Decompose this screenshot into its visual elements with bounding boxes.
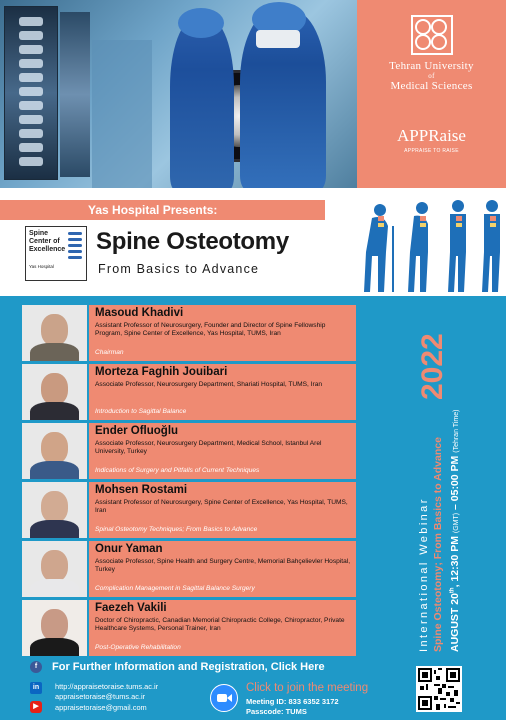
speaker-name: Ender Ofluoğlu xyxy=(95,425,179,437)
speaker-photo xyxy=(22,600,87,656)
event-subtitle: From Basics to Advance xyxy=(98,262,260,276)
speaker-topic: Indications of Surgery and Pitfalls of Current Techniques xyxy=(95,467,260,474)
webinar-label: International Webinar xyxy=(418,497,430,652)
speaker-photo xyxy=(22,423,87,479)
speaker-affiliation: Associate Professor, Spine Health and Surgery Centre, Memorial Bahçelievler Hospital, Turkey xyxy=(95,558,351,574)
speaker-card xyxy=(22,482,356,538)
speaker-card xyxy=(22,364,356,420)
registration-link[interactable]: For Further Information and Registration, Click Here xyxy=(52,661,325,673)
speaker-name: Faezeh Vakili xyxy=(95,602,167,614)
speaker-name: Onur Yaman xyxy=(95,543,163,555)
event-title: Spine Osteotomy xyxy=(96,228,289,255)
course-title-vertical: Spine Osteotomy; From Basics to Advance xyxy=(432,437,444,652)
speaker-affiliation: Associate Professor, Neurosurgery Department, Shariati Hospital, TUMS, Iran xyxy=(95,381,323,388)
speaker-photo xyxy=(22,364,87,420)
speaker-name: Masoud Khadivi xyxy=(95,307,184,319)
event-datetime: AUGUST 20th, 12:30 PM (GMT) – 05:00 PM (Tehran Time) xyxy=(449,409,461,652)
tums-logo-icon xyxy=(411,15,453,55)
linkedin-icon[interactable]: in xyxy=(30,682,42,694)
meeting-id: Meeting ID: 833 6352 3172 xyxy=(246,697,339,706)
spine-xray-image xyxy=(4,6,58,180)
speaker-topic: Chairman xyxy=(95,349,124,356)
speaker-name: Mohsen Rostami xyxy=(95,484,188,496)
year-label: 2022 xyxy=(416,333,449,400)
university-name: Tehran University of Medical Sciences xyxy=(389,60,474,92)
speaker-card xyxy=(22,541,356,597)
speaker-affiliation: Associate Professor, Neurosurgery Department, Medical School, Istanbul Arel University, Turkey xyxy=(95,440,322,456)
speaker-topic: Post-Operative Rehabilitation xyxy=(95,644,181,651)
appraise-tagline: APPRAISE TO RAISE xyxy=(404,148,459,154)
join-meeting-link[interactable]: Click to join the meeting xyxy=(246,682,369,694)
email-link[interactable]: appraisetoraise@tums.ac.ir xyxy=(55,692,146,701)
website-link[interactable]: http://appraisetoraise.tums.ac.ir xyxy=(55,682,159,691)
speaker-photo xyxy=(22,482,87,538)
speaker-topic: Spinal Osteotomy Techniques; From Basics to Advance xyxy=(95,526,258,533)
speaker-card xyxy=(22,600,356,656)
appraise-logo: APPRaise xyxy=(397,126,466,145)
presents-text: Yas Hospital Presents: xyxy=(88,203,218,217)
zoom-icon[interactable] xyxy=(210,684,238,712)
speaker-topic: Complication Management in Sagittal Balance Surgery xyxy=(95,585,255,592)
speaker-affiliation: Assistant Professor of Neurosurgery, Spine Center of Excellence, Yas Hospital, TUMS, Iran xyxy=(95,499,348,515)
gmail-link[interactable]: appraisetoraise@gmail.com xyxy=(55,703,147,712)
facebook-icon[interactable]: f xyxy=(30,661,42,673)
speaker-name: Morteza Faghih Jouibari xyxy=(95,366,228,378)
speaker-photo xyxy=(22,541,87,597)
speaker-affiliation: Doctor of Chiropractic, Canadian Memorial Chiropractic College, Chiropractor, Private Healthcare Systems, Personal Trainer, Iran xyxy=(95,617,345,633)
speaker-photo xyxy=(22,305,87,361)
speaker-affiliation: Assistant Professor of Neurosurgery, Founder and Director of Spine Fellowship Program, Spine Center of Excellence, Yas Hospital, TUMS, Iran xyxy=(95,322,326,338)
speaker-topic: Introduction to Sagittal Balance xyxy=(95,408,187,415)
surgery-photo xyxy=(0,0,357,188)
posture-figures-illustration xyxy=(358,196,506,296)
spine-center-logo: Spine Center of Excellence Yas Hospital xyxy=(25,226,87,281)
speaker-card xyxy=(22,305,356,361)
surgeon-figure xyxy=(170,18,234,188)
qr-code-icon[interactable] xyxy=(416,666,462,712)
meeting-passcode: Passcode: TUMS xyxy=(246,707,307,716)
youtube-icon[interactable]: ▶ xyxy=(30,701,42,713)
speaker-card xyxy=(22,423,356,479)
